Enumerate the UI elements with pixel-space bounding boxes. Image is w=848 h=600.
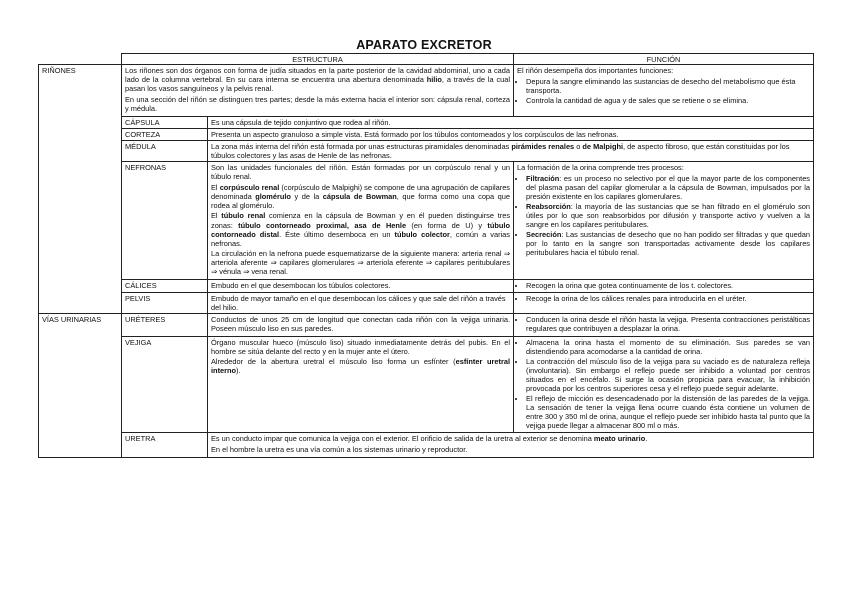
ureteres-text: Conductos de unos 25 cm de longitud que conectan cada riñón con la vejiga urinaria. Poseen músculo liso en sus paredes. — [208, 314, 514, 336]
corteza-text: Presenta un aspecto granuloso a simple vista. Está formado por los túbulos contorneados y los corpúsculos de las nefronas. — [208, 128, 814, 140]
list-item: • Recoge la orina de los cálices renales para introducirla en el uréter. — [526, 294, 810, 303]
calices-text: Embudo en el que desembocan los túbulos colectores. — [208, 280, 514, 293]
uretra-l2: En el hombre la uretra es una vía común a los sistemas urinario y reproductor. — [211, 445, 468, 455]
label-calices: CÁLICES — [122, 280, 208, 293]
rinones-funcion — [514, 65, 814, 116]
row-calices — [39, 280, 814, 293]
nefronas-estructura — [208, 161, 514, 279]
nefronas-p1: Son las unidades funcionales del riñón. Están formadas por un corpúsculo renal y un túbulo renal. — [211, 162, 511, 182]
label-medula: MÉDULA — [122, 140, 208, 161]
vejiga-funcion-list — [517, 338, 810, 431]
row-corteza — [39, 128, 814, 140]
list-item: • Controla la cantidad de agua y de sales que se retiene o se elimina. — [526, 96, 810, 105]
nefronas-p4: La circulación en la nefrona puede esquematizarse de la siguiente manera: arteria renal ⇒ arteriola aferente ⇒ capilares glomerulares ⇒ arteriola eferente ⇒ capilares peritubulares ⇒ vénula ⇒ vena renal. — [211, 249, 511, 277]
uretra-text — [208, 433, 814, 457]
vejiga-text — [208, 336, 514, 433]
row-rinones — [39, 65, 814, 116]
nefronas-funcion — [514, 161, 814, 279]
label-capsula: CÁPSULA — [122, 116, 208, 128]
rinones-funcion-list — [517, 77, 810, 105]
pelvis-text: Embudo de mayor tamaño en el que desembocan los cálices y que sale del riñón a través del hilio. — [208, 293, 514, 314]
medula-text: La zona más interna del riñón está formada por unas estructuras piramidales denominadas pirámides renales o de Malpighi, de aspecto fibroso, que están constituidas por los túbulos colectores y las asas de Henle de las nefronas. — [208, 140, 814, 161]
list-item: • Filtración: es un proceso no selectivo por el que la mayor parte de los componentes del plasma pasan del capilar glomerular a la cápsula de Bowman, impulsados por la presión existente en los capilares glomerulares. — [526, 174, 810, 201]
header-estructura: ESTRUCTURA — [122, 54, 514, 65]
list-item: • Reabsorción: la mayoría de las sustancias que se han filtrado en el glomérulo son útiles por lo que son reabsorbidos por difusión y transporte activo y vuelven a la sangre en los capilares peritubulares. — [526, 202, 810, 229]
list-item: • El reflejo de micción es desencadenado por la distensión de las paredes de la vejiga. La sensación de tener la vejiga llena ocurre cuando ésta contiene un volumen de entre 300 y 350 ml de orina, aunque el reflejo puede ser inhibido hasta tal punto que la vejiga puede llegar a almacenar 800 ml o más. — [526, 394, 810, 430]
list-item: • La contracción del músculo liso de la vejiga para su vaciado es de naturaleza refleja (involuntaria). Sin embargo el reflejo puede ser inhibido a voluntad por centros situados en el encéfalo. Si surge la ocasión propicia para evacuar, la inhibición provocada por los centros superiores cesa y el reflejo puede seguir adelante. — [526, 357, 810, 393]
pelvis-funcion — [514, 293, 814, 314]
header-funcion: FUNCIÓN — [514, 54, 814, 65]
vejiga-p2: Alrededor de la abertura uretral el músculo liso forma un esfínter (esfínter uretral interno). — [211, 357, 511, 376]
row-capsula — [39, 116, 814, 128]
blank-corner-cell — [39, 54, 122, 65]
header-row — [39, 54, 814, 65]
label-corteza: CORTEZA — [122, 128, 208, 140]
uretra-l1: Es un conducto impar que comunica la vejiga con el exterior. El orificio de salida de la uretra al exterior se denomina meato urinario. — [211, 434, 648, 444]
capsula-text: Es una cápsula de tejido conjuntivo que rodea al riñón. — [208, 116, 814, 128]
list-item: • Conducen la orina desde el riñón hasta la vejiga. Presenta contracciones peristálticas regulares que contribuyen a desplazar la orina. — [526, 315, 810, 333]
calices-funcion — [514, 280, 814, 293]
vejiga-p1: Órgano muscular hueco (músculo liso) situado inmediatamente detrás del pubis. En el hombre se sitúa delante del recto y en la mujer ante el útero. — [211, 337, 511, 356]
label-uretra: URETRA — [122, 433, 208, 457]
label-pelvis: PELVIS — [122, 293, 208, 314]
label-vejiga: VEJIGA — [122, 336, 208, 433]
list-item: • Recogen la orina que gotea continuamente de los t. colectores. — [526, 281, 810, 290]
row-ureteres — [39, 314, 814, 336]
label-ureteres: URÉTERES — [122, 314, 208, 336]
row-pelvis — [39, 293, 814, 314]
nefronas-p3: El túbulo renal comienza en la cápsula de Bowman y en él pueden distinguirse tres zonas: túbulo contorneado proximal, asa de Henle (en forma de U) y túbulo contorneado distal. Éste último desemboca en un túbulo colector, común a varias nefronas. — [211, 211, 511, 248]
row-vejiga — [39, 336, 814, 433]
page-title: APARATO EXCRETOR — [356, 38, 492, 52]
ureteres-funcion — [514, 314, 814, 336]
label-vias-urinarias: VÍAS URINARIAS — [39, 314, 122, 457]
excretor-table — [38, 53, 814, 458]
rinones-estructura-p1: Los riñones son dos órganos con forma de judía situados en la parte posterior de la cavidad abdominal, uno a cada lado de la columna vertebral. En su cara interna se encuentra una abertura denominada hilio, a través de la cual pasan los vasos sanguíneos y la pelvis renal. — [125, 66, 511, 94]
nefronas-funcion-intro: La formación de la orina comprende tres procesos: — [517, 162, 684, 172]
list-item: • Secreción: Las sustancias de desecho que no han podido ser filtradas y que quedan por lo tanto en la sangre son transportadas activamente desde los capilares peritubulares hacia el túbulo renal. — [526, 230, 810, 257]
list-item: • Depura la sangre eliminando las sustancias de desecho del metabolismo que ésta transporta. — [526, 77, 810, 95]
row-medula — [39, 140, 814, 161]
rinones-estructura-p2: En una sección del riñón se distinguen tres partes; desde la más externa hacia el interior son: cápsula renal, corteza y médula. — [125, 94, 511, 113]
rinones-estructura — [122, 65, 514, 116]
row-uretra — [39, 433, 814, 457]
label-rinones: RIÑONES — [39, 65, 122, 314]
label-nefronas: NEFRONAS — [122, 161, 208, 279]
row-nefronas — [39, 161, 814, 279]
nefronas-p2: El corpúsculo renal (corpúsculo de Malpighi) se compone de una agrupación de capilares denominada glomérulo y de la cápsula de Bowman, que forma como una copa que rodea al glomérulo. — [211, 182, 511, 210]
rinones-funcion-intro: El riñón desempeña dos importantes funciones: — [517, 66, 674, 76]
list-item: • Almacena la orina hasta el momento de su eliminación. Sus paredes se van distendiendo para acomodarse a la cantidad de orina. — [526, 338, 810, 356]
nefronas-funcion-list — [517, 174, 810, 258]
vejiga-funcion — [514, 336, 814, 433]
